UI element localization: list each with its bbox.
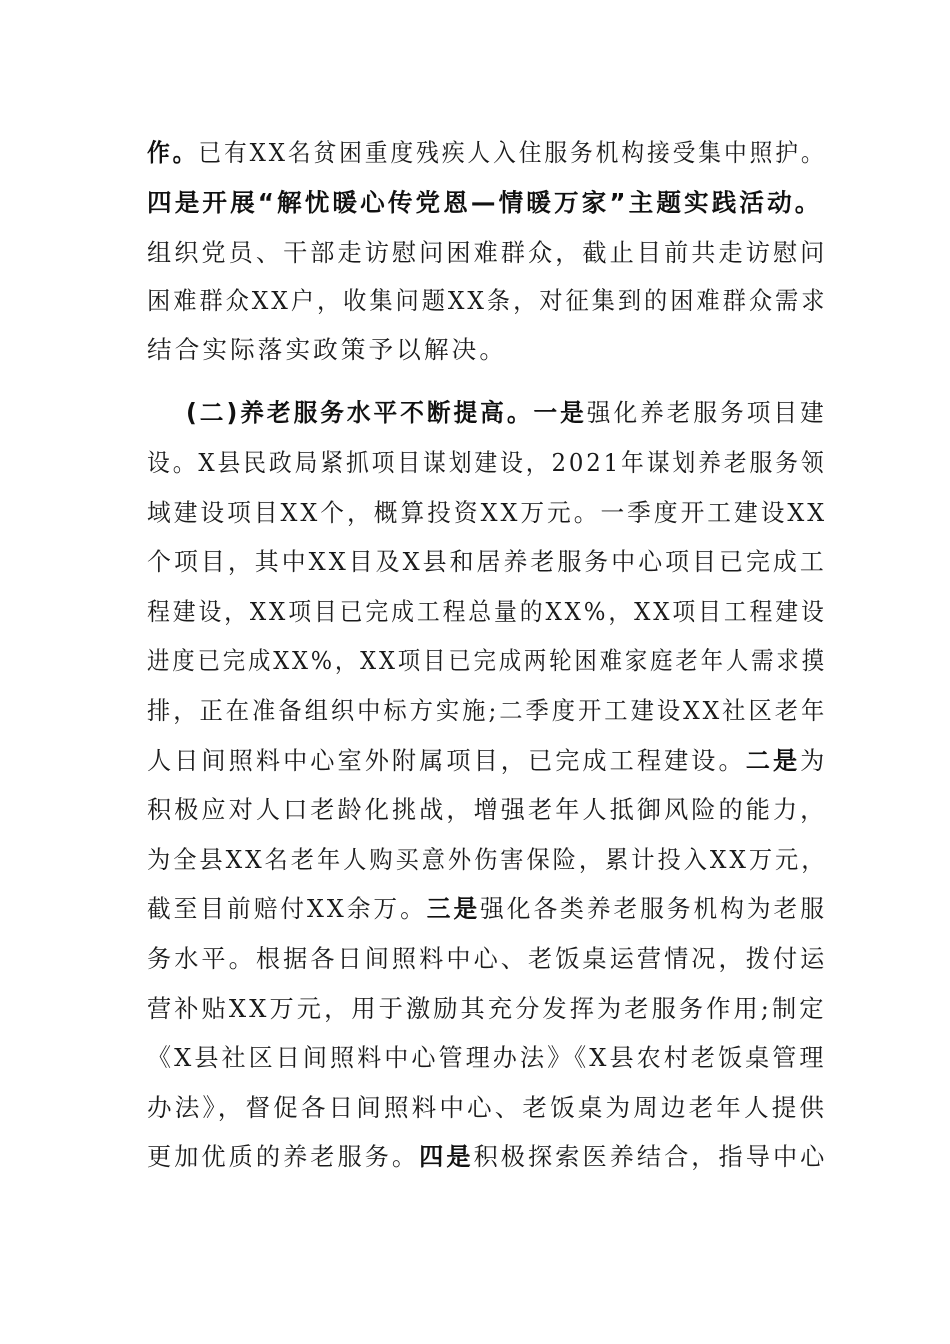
- text-line-11: [147, 636, 827, 686]
- text-line-20: [147, 1083, 827, 1133]
- text-line-4: [147, 276, 828, 326]
- text-run: 个项目，其中XX目及X县和居养老服务中心项目已完成工: [147, 547, 827, 576]
- text-line-17: [147, 934, 828, 984]
- text-line-19: [147, 1033, 827, 1083]
- text-bold: 四是开展“解忧暖心传党恩—情暖万家”主题实践活动。: [147, 188, 823, 217]
- text-line-9: [147, 537, 827, 587]
- text-run: 进度已完成XX%，XX项目已完成两轮困难家庭老年人需求摸: [147, 646, 827, 675]
- text-run: 营补贴XX万元，用于激励其充分发挥为老服务作用;制定: [147, 994, 827, 1023]
- text-run: 设。X县民政局紧抓项目谋划建设，2021年谋划养老服务领: [147, 448, 827, 477]
- section-heading-line: [186, 388, 827, 438]
- text-line-15: [147, 835, 828, 885]
- text-bold: 四是: [419, 1142, 474, 1171]
- text-line-5: [147, 325, 827, 375]
- text-line-2: [147, 178, 827, 228]
- text-line-14: [147, 785, 828, 835]
- text-line-3: [147, 228, 828, 278]
- text-run: 组织党员、干部走访慰问困难群众，截止目前共走访慰问: [147, 238, 828, 267]
- text-line-10: [147, 587, 827, 637]
- text-line-12: [147, 686, 828, 736]
- text-run: 人日间照料中心室外附属项目，已完成工程建设。: [147, 746, 746, 775]
- text-run: 排，正在准备组织中标方实施;二季度开工建设XX社区老年: [147, 696, 828, 725]
- text-run: 为全县XX名老年人购买意外伤害保险，累计投入XX万元，: [147, 845, 828, 874]
- text-bold: 三是: [426, 894, 481, 923]
- text-run: 务水平。根据各日间照料中心、老饭桌运营情况，拨付运: [147, 944, 828, 973]
- text-bold: 作。: [147, 138, 199, 167]
- text-run: 结合实际落实政策予以解决。: [147, 335, 508, 364]
- text-run: 域建设项目XX个，概算投资XX万元。一季度开工建设XX: [147, 498, 828, 527]
- text-line-21: [147, 1132, 828, 1182]
- text-run: 强化各类养老服务机构为老服: [480, 894, 827, 923]
- text-line-1: [147, 128, 827, 178]
- text-line-7: [147, 438, 827, 488]
- text-bold: 二是: [745, 746, 801, 775]
- text-line-18: [147, 984, 827, 1034]
- text-run: 积极应对人口老龄化挑战，增强老年人抵御风险的能力，: [147, 795, 828, 824]
- text-run: 办法》，督促各日间照料中心、老饭桌为周边老年人提供: [147, 1093, 828, 1122]
- text-line-16: [147, 884, 827, 934]
- text-run: 强化养老服务项目建: [586, 398, 827, 427]
- text-run: 为: [800, 746, 828, 775]
- text-run: 截至目前赔付XX余万。: [147, 894, 427, 923]
- text-run: 困难群众XX户，收集问题XX条，对征集到的困难群众需求: [147, 286, 828, 315]
- text-line-13: [147, 736, 828, 786]
- text-line-8: [147, 488, 828, 538]
- text-run: 已有XX名贫困重度残疾人入住服务机构接受集中照护。: [198, 138, 827, 167]
- text-run: 积极探索医养结合，指导中心: [473, 1142, 828, 1171]
- text-run: 更加优质的养老服务。: [147, 1142, 420, 1171]
- section-heading: (二)养老服务水平不断提高。一是: [186, 398, 587, 427]
- text-run: 程建设，XX项目已完成工程总量的XX%，XX项目工程建设: [147, 597, 827, 626]
- text-run: 《X县社区日间照料中心管理办法》《X县农村老饭桌管理: [147, 1043, 827, 1072]
